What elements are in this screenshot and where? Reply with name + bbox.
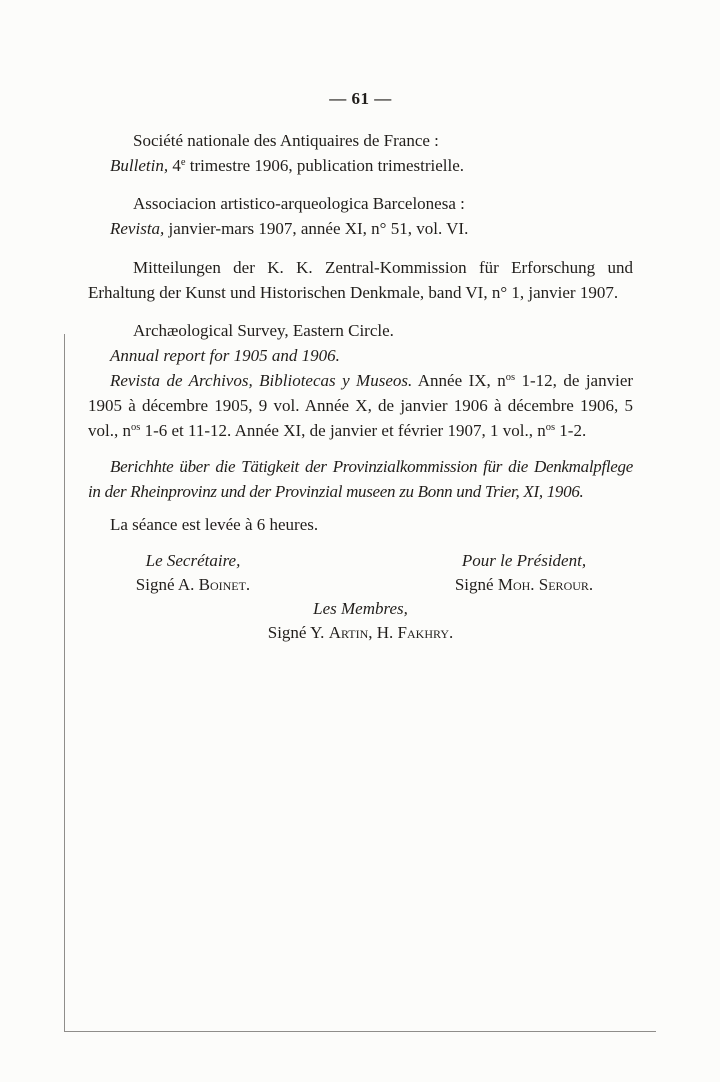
journal-title: Revista, [110,219,165,238]
text-run: 1-2. [559,421,587,440]
text-run: trimestre 1906, publication trimestrielle. [189,156,465,175]
entry-detail [88,216,633,241]
signature-columns [88,549,633,597]
members-title: Les Membres, [313,599,408,618]
superscript: os [130,422,141,433]
superscript: os [505,372,516,383]
entry-berichte: Berichhte über die Tätigkeit der Provinzialkommission für die Denkmalpflege in der Rheinprovinz und der Provinzial museen zu Bonn und Trier, XI, 1906. [88,457,633,501]
scan-edge-left [64,334,65,1032]
entry-barcelonesa [88,191,633,241]
text-run: Signé [454,575,494,594]
entry-annual-report: Annual report for 1905 and 1906. [110,346,340,365]
text-run: 4 [172,156,181,175]
secretary-title: Le Secrétaire, [145,551,241,570]
text-run: 1-6 et 11-12. Année XI, de janvier et février 1907, 1 vol., n [144,421,546,440]
text-block [88,86,633,645]
president-signed [419,573,629,597]
entry-heading: Société nationale des Antiquaires de France : [133,131,439,150]
members-signed [88,621,633,645]
page-number: — 61 — [329,89,392,108]
text-run: Signé Y. [267,623,325,642]
entry-detail [88,153,633,178]
small-caps-name: Fakhry. [397,623,454,642]
entry-societe [88,128,633,178]
text-run: H. [376,623,394,642]
small-caps-name: Boinet. [198,575,251,594]
scan-edge-bottom [64,1031,656,1032]
secretary-signature [88,549,298,597]
small-caps-name: Moh. Serour. [497,575,594,594]
entry-heading: Associacion artistico-arqueologica Barcelonesa : [133,194,465,213]
text-run: Année IX, n [417,371,506,390]
members-signature [88,597,633,645]
president-title: Pour le Président, [461,551,587,570]
entry-revista-archivos [88,368,633,443]
journal-title: Bulletin, [110,156,169,175]
secretary-signed [88,573,298,597]
small-caps-name: Artin, [328,623,373,642]
entry-survey: Archæological Survey, Eastern Circle. [133,321,394,340]
journal-title: Revista de Archivos, Bibliotecas y Museos. [110,371,413,390]
text-run: janvier-mars 1907, année XI, n° 51, vol. VI. [168,219,469,238]
text-run: Signé A. [135,575,195,594]
superscript: os [545,422,556,433]
entry-mitteilungen: Mitteilungen der K. K. Zentral-Kommission für Erforschung und Erhaltung der Kunst und Historischen Denkmale, band VI, n° 1, janvier 1907. [88,258,633,302]
president-signature [419,549,629,597]
superscript: e [180,157,186,168]
closing-line: La séance est levée à 6 heures. [110,515,319,534]
text-run: 1-12, de janvier 1905 à décembre 1905, 9 vol. Année X, de janvier 1906 à décembre 1906, 5 vol., n [88,371,634,440]
